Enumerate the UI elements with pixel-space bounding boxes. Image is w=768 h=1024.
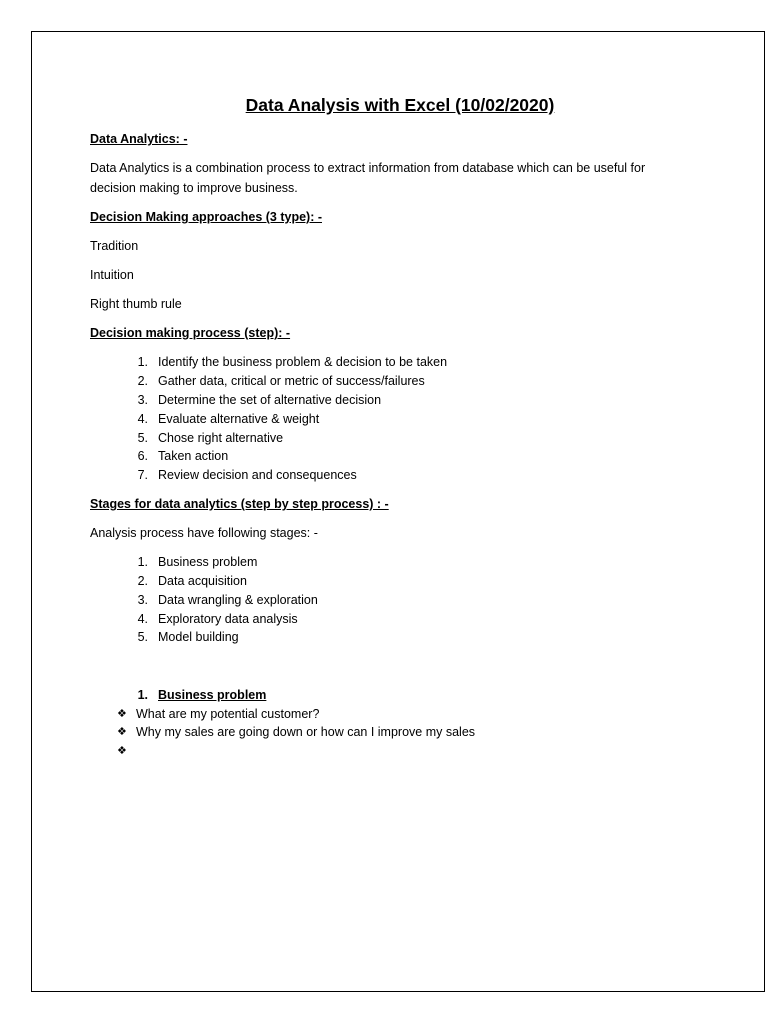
step-text: Gather data, critical or metric of success/failures <box>158 374 425 388</box>
bullet-item <box>90 725 710 745</box>
stage-text: Exploratory data analysis <box>158 612 298 626</box>
step-number: 4. <box>137 412 148 426</box>
paragraph-line: Data Analytics is a combination process to extract information from database which can be useful for <box>90 161 646 175</box>
document-title: Data Analysis with Excel (10/02/2020) <box>245 95 555 115</box>
section-heading-data-analytics: Data Analytics: - <box>90 132 188 146</box>
bullet-item <box>90 744 710 764</box>
paragraph-line: decision making to improve business. <box>90 181 298 195</box>
subsection-number: 1. <box>137 688 148 702</box>
diamond-bullet-icon: ❖ <box>117 726 127 738</box>
approach-item: Right thumb rule <box>90 297 182 311</box>
step-number: 5. <box>137 431 148 445</box>
subsection-title: Business problem <box>158 688 267 702</box>
diamond-bullet-icon: ❖ <box>117 708 127 720</box>
section-heading-decision-process: Decision making process (step): - <box>90 326 291 340</box>
stage-text: Model building <box>158 630 239 644</box>
stages-intro: Analysis process have following stages: - <box>90 526 318 540</box>
step-text: Review decision and consequences <box>158 468 357 482</box>
approach-item: Tradition <box>90 239 139 253</box>
bullet-item <box>90 707 710 727</box>
document-page <box>31 31 765 992</box>
bullet-text: Why my sales are going down or how can I improve my sales <box>136 725 476 739</box>
step-number: 7. <box>137 468 148 482</box>
stage-text: Data wrangling & exploration <box>158 593 318 607</box>
stage-number: 1. <box>137 555 148 569</box>
step-number: 1. <box>137 355 148 369</box>
step-number: 6. <box>137 449 148 463</box>
stage-text: Business problem <box>158 555 258 569</box>
step-text: Chose right alternative <box>158 431 284 445</box>
diamond-bullet-icon: ❖ <box>117 745 127 757</box>
step-number: 3. <box>137 393 148 407</box>
stage-text: Data acquisition <box>158 574 247 588</box>
stage-number: 3. <box>137 593 148 607</box>
approach-item: Intuition <box>90 268 134 282</box>
section-heading-stages: Stages for data analytics (step by step process) : - <box>90 497 389 511</box>
step-text: Determine the set of alternative decision <box>158 393 382 407</box>
step-text: Taken action <box>158 449 229 463</box>
stage-number: 2. <box>137 574 148 588</box>
step-number: 2. <box>137 374 148 388</box>
bullet-text: What are my potential customer? <box>136 707 320 721</box>
stage-number: 5. <box>137 630 148 644</box>
step-text: Identify the business problem & decision to be taken <box>158 355 448 369</box>
step-text: Evaluate alternative & weight <box>158 412 320 426</box>
stage-number: 4. <box>137 612 148 626</box>
section-heading-decision-approaches: Decision Making approaches (3 type): - <box>90 210 322 224</box>
